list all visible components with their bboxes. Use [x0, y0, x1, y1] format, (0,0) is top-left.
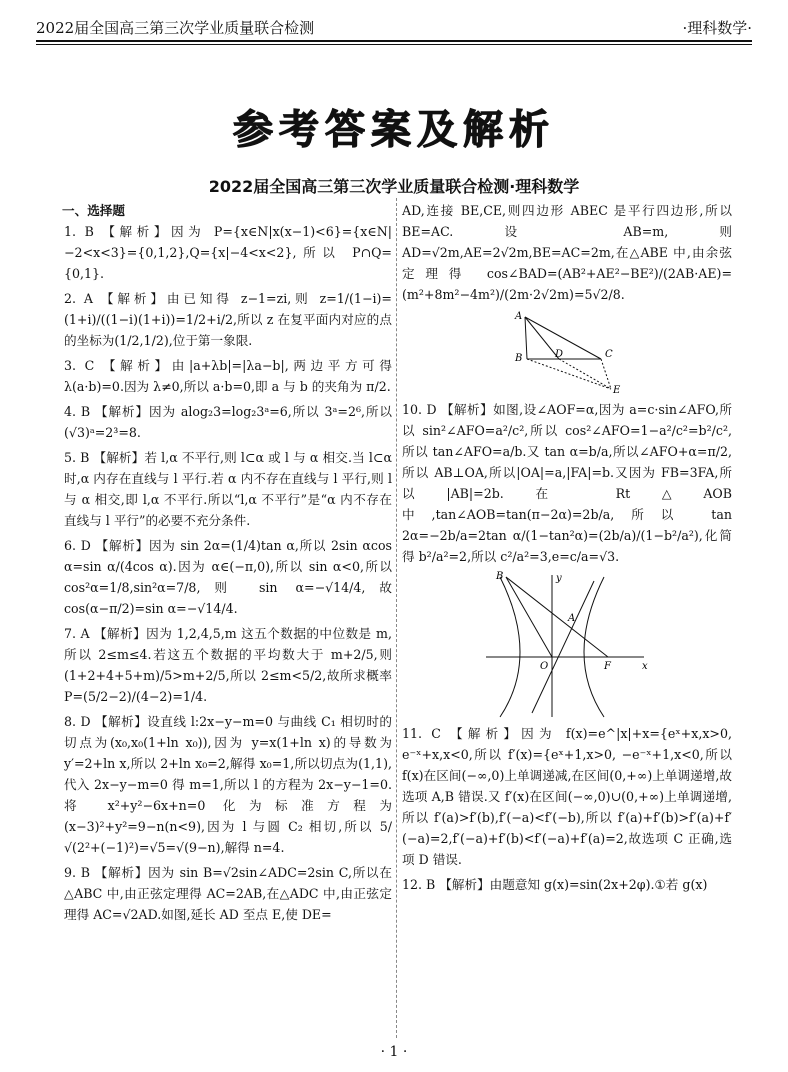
answer-item: 4. B 【解析】因为 alog₂3=log₂3ᵃ=6,所以 3ᵃ=2⁶,所以(√3)ᵃ=2³=8. [64, 404, 392, 440]
fig1-label-b: B [515, 353, 523, 364]
answer-item: 6. D 【解析】因为 sin 2α=(1/4)tan α,所以 2sin αcos α=sin α/(4cos α).因为 α∈(−π,0),所以 sin α<0,所以 cos²α=1/8,sin²α=7/8,则 sin α=−√14/4,故 cos(α−π/2)=sin α=−√14/4. [64, 538, 392, 616]
page-title: 参考答案及解析 [233, 107, 555, 153]
left-answer-list [64, 221, 392, 925]
header-exam-title: 2022届全国高三第三次学业质量联合检测 [36, 19, 315, 37]
fig1-segment-de [559, 359, 611, 389]
answer-item: 5. B 【解析】若 l,α 不平行,则 l⊂α 或 l 与 α 相交.当 l⊂α 时,α 内存在直线与 l 平行.若 α 内不存在直线与 l 平行,则 l 与 α 相交,即 l,α 不平行.所以“l,α 不平行”是“α 内不存在直线与 l 平行”的必要不充分条件. [64, 450, 392, 528]
running-header [36, 10, 752, 41]
fig1-label-e: E [613, 385, 621, 396]
header-rule-thick [36, 40, 752, 42]
header-subject: ·理科数学· [682, 19, 752, 37]
answer-item: 12. B 【解析】由题意知 g(x)=sin(2x+2φ).①若 g(x) [402, 877, 708, 892]
answer-item: 7. A 【解析】因为 1,2,4,5,m 这五个数据的中位数是 m,所以 2≤m≤4.若这五个数据的平均数大于 m+2/5,则(1+2+4+5+m)/5>m+2/5,所以 2≤m<5/2,故所求概率 P=(5/2−2)/(4−2)=1/4. [64, 626, 392, 704]
fig2-hyperbola-right [584, 577, 604, 717]
fig2-label-b: B [496, 571, 504, 582]
fig1-label-d: D [555, 349, 564, 360]
fig2-label-a: A [568, 613, 576, 624]
left-column [64, 200, 392, 929]
answer-item: 3. C 【解析】由|a+λb|=|λa−b|,两边平方可得 λ(a·b)=0.因为 λ≠0,所以 a·b=0,即 a 与 b 的夹角为 π/2. [64, 358, 392, 394]
section-heading: 一、选择题 [62, 203, 125, 218]
fig2-asymptote-1 [506, 577, 608, 657]
header-rule-thin [36, 44, 752, 45]
triangle-figure [507, 309, 627, 397]
answer-item: 10. D 【解析】如图,设∠AOF=α,因为 a=c·sin∠AFO,所以 sin²∠AFO=a²/c²,所以 cos²∠AFO=1−a²/c²=b²/c²,所以 tan∠AFO=a/b.又 tan α=b/a,所以∠AFO+α=π/2,所以 AB⊥OA,所以|OA|=a,|FA|=b.又因为 FB=3FA,所以|AB|=2b.在 Rt△AOB 中,tan∠AOB=tan(π−2α)=2b/a,所以 tan 2α=−2b/a=2tan α/(1−tan²α)=(2b/a)/(1−b²/a²),化简得 b²/a²=2,所以 c²/a²=3,e=c/a=√3. [402, 402, 732, 564]
fig1-segment-ce [601, 359, 611, 389]
hyperbola-figure [482, 571, 652, 721]
fig2-label-x: x [642, 661, 648, 672]
fig2-label-o: O [540, 661, 549, 672]
fig2-line-ob [506, 577, 552, 657]
answer-item: 2. A 【解析】由已知得 z−1=zi,则 z=1/(1−i)=(1+i)/((1−i)(1+i))=1/2+i/2,所以 z 在复平面内对应的点的坐标为(1/2,1/2),位于第一象限. [64, 291, 392, 348]
page-number: · 1 · [380, 1044, 408, 1060]
fig2-label-y: y [556, 573, 562, 584]
answer-item: 1. B 【解析】因为 P={x∈N|x(x−1)<6}={x∈N|−2<x<3}={0,1,2},Q={x|−4<x<2},所以 P∩Q={0,1}. [64, 224, 392, 281]
fig2-hyperbola-left [500, 577, 520, 717]
column-divider [396, 198, 397, 1038]
fig1-segment-ad [525, 317, 559, 359]
right-column [402, 200, 732, 899]
fig1-label-a: A [515, 311, 523, 322]
fig2-label-f: F [604, 661, 611, 672]
fig1-segment-be [527, 359, 611, 389]
fig2-asymptote-2 [532, 581, 594, 713]
answer-item: 9. B 【解析】因为 sin B=√2sin∠ADC=2sin C,所以在△ABC 中,由正弦定理得 AC=2AB,在△ADC 中,由正弦定理得 AC=√2AD.如图,延长 AD 至点 E,使 DE= [64, 865, 392, 922]
answer-item: 11. C 【解析】因为 f(x)=e^|x|+x={eˣ+x,x>0, e⁻ˣ+x,x<0,所以 f′(x)={eˣ+1,x>0, −e⁻ˣ+1,x<0,所以 f(x)在区间(−∞,0)上单调递减,在区间(0,+∞)上单调递增,故选项 A,B 错误.又 f′(x)在区间(−∞,0)∪(0,+∞)上单调递增,所以 f′(a)>f′(b),f′(−a)<f′(−b),所以 f′(a)+f′(b)>f′(a)+f′(−a)=2,f′(−a)+f′(b)<f′(−a)+f′(a)=2,故选项 C 正确,选项 D 错误. [402, 726, 732, 867]
answer-item: AD,连接 BE,CE,则四边形 ABEC 是平行四边形,所以 BE=AC.设 AB=m,则 AD=√2m,AE=2√2m,BE=AC=2m,在△ABE 中,由余弦定理得 cos∠BAD=(AB²+AE²−BE²)/(2AB·AE)=(m²+8m²−4m²)/(2m·2√2m)=5√2/8. [402, 203, 732, 302]
answer-item: 8. D 【解析】设直线 l:2x−y−m=0 与曲线 C₁ 相切时的切点为(x₀,x₀(1+ln x₀)),因为 y=x(1+ln x)的导数为 y′=2+ln x,所以 2+ln x₀=2,解得 x₀=1,所以切点为(1,1),代入 2x−y−m=0 得 m=1,所以 l 的方程为 2x−y−1=0.将 x²+y²−6x+n=0 化为标准方程为(x−3)²+y²=9−n(n<9),因为 l 与圆 C₂ 相切,所以 5/√(2²+(−1)²)=√5=√(9−n),解得 n=4. [64, 714, 392, 855]
fig1-segment-ab [525, 317, 527, 359]
fig1-label-c: C [605, 349, 613, 360]
page-subtitle: 2022届全国高三第三次学业质量联合检测·理科数学 [208, 177, 580, 196]
